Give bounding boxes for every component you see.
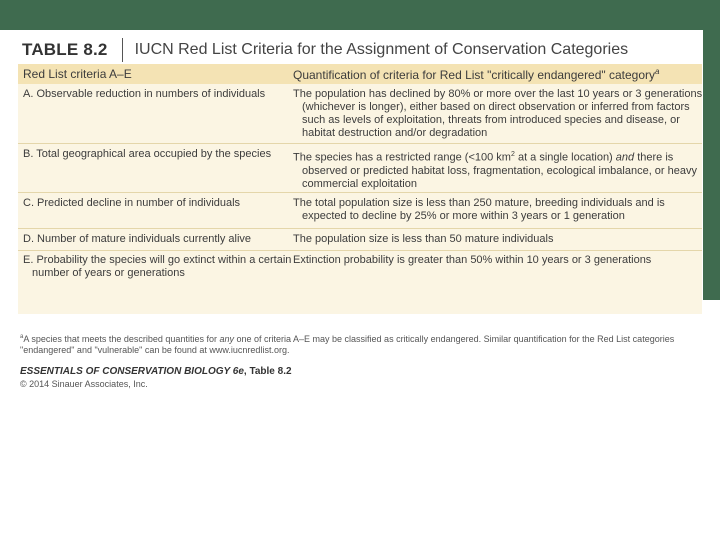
quantification-cell: The total population size is less than 250 mature, breeding individuals and is expected to decline by 25% or more within 3 years or 1 generation <box>293 197 665 222</box>
table-reference: , Table 8.2 <box>243 366 292 377</box>
book-title: ESSENTIALS OF CONSERVATION BIOLOGY 6e <box>20 366 244 377</box>
table-title-row <box>22 38 697 62</box>
criteria-table <box>18 64 702 314</box>
quantification-cell: The population has declined by 80% or more over the last 10 years or 3 generations (whichever is longer), either based on direct observation or inferred from factors such as levels of exploitation, threats from introduced species and disease, or habitat destruction and/or degradation <box>293 88 703 139</box>
quantification-text: there is observed or predicted habitat loss, fragmentation, ecological imbalance, or heavy commercial exploitation <box>302 151 698 190</box>
row-divider <box>18 143 702 144</box>
emphasis-and: and <box>615 151 635 164</box>
row-divider <box>18 250 702 251</box>
title-divider <box>122 38 123 62</box>
quantification-text: The species has a restricted range (<100 km <box>293 151 511 164</box>
footnote-text: A species that meets the described quantities for <box>23 334 220 344</box>
footnote-mark: a <box>20 334 24 340</box>
criterion-cell: A. Observable reduction in numbers of individuals <box>23 88 266 100</box>
footnote-emphasis: any <box>219 334 234 344</box>
footnote-mark: a <box>655 67 660 76</box>
row-divider <box>18 192 702 193</box>
table-label: TABLE 8.2 <box>22 40 108 59</box>
column-header-quantification-text: Quantification of criteria for Red List "critically endangered" category <box>293 68 656 82</box>
table-title: IUCN Red List Criteria for the Assignment of Conservation Categories <box>134 41 629 58</box>
column-header-quantification <box>293 67 659 82</box>
top-banner <box>0 0 720 30</box>
source-citation <box>20 366 292 377</box>
footnote-text: one of criteria A–E may be classified as critically endangered. Similar quantification for the Red List categories "endangered" and "vulnerable" can be found at www.iucnredlist.org. <box>20 334 675 355</box>
quantification-cell <box>293 148 707 191</box>
slide-content <box>16 30 703 540</box>
quantification-text: at a single location) <box>514 151 616 164</box>
column-header-criteria: Red List criteria A–E <box>23 67 132 81</box>
quantification-cell: The population size is less than 50 mature individuals <box>293 233 554 245</box>
quantification-cell: Extinction probability is greater than 50% within 10 years or 3 generations <box>293 254 652 266</box>
criterion-cell: D. Number of mature individuals currently alive <box>23 233 252 245</box>
superscript-2: 2 <box>510 151 515 158</box>
copyright-notice: © 2014 Sinauer Associates, Inc. <box>20 379 148 389</box>
table-header-row <box>18 64 702 84</box>
row-divider <box>18 228 702 229</box>
table-footnote <box>20 332 700 356</box>
criterion-cell: B. Total geographical area occupied by the species <box>23 148 272 160</box>
criterion-cell: C. Predicted decline in number of individuals <box>23 197 241 209</box>
criterion-cell: E. Probability the species will go extinct within a certain number of years or generations <box>23 254 292 279</box>
